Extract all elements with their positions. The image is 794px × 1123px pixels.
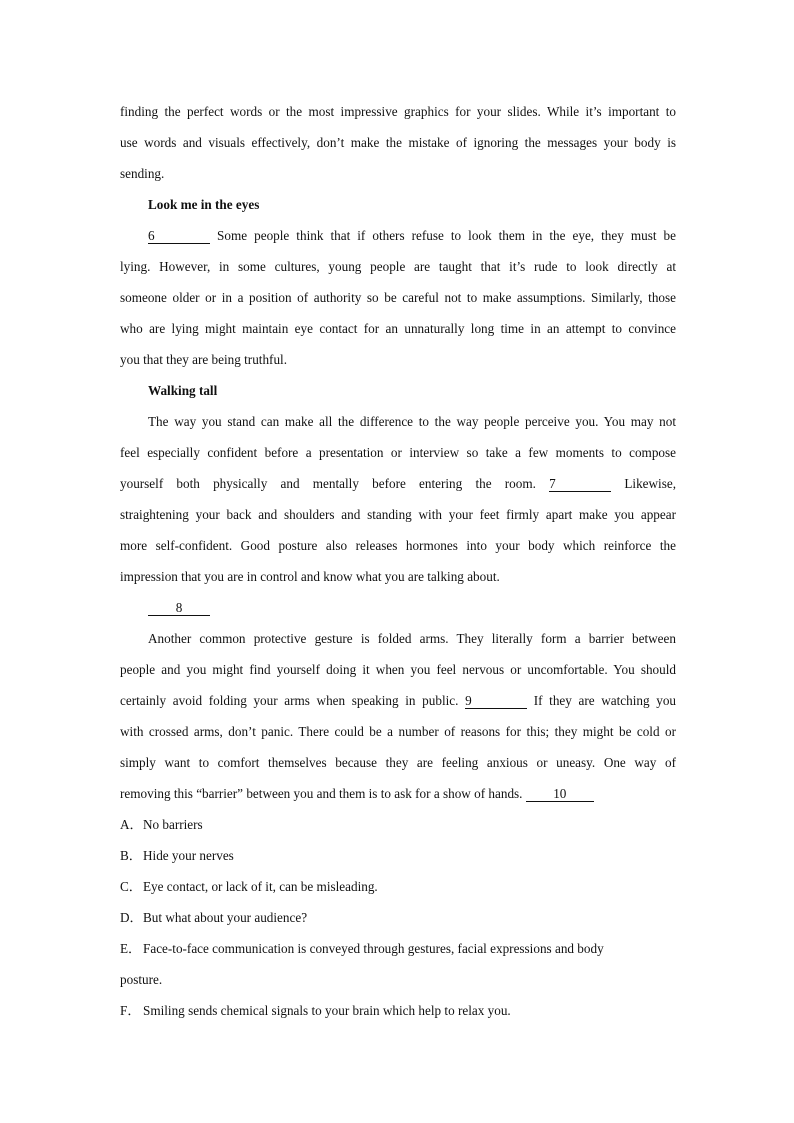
option-text: Eye contact, or lack of it, can be misleading. bbox=[143, 879, 378, 894]
text-line: people and you might find yourself doing it when you feel nervous or uncomfortable. You should bbox=[120, 662, 676, 677]
option-d bbox=[120, 907, 676, 938]
option-label: D． bbox=[120, 910, 143, 925]
option-e-continued bbox=[120, 969, 676, 1000]
text-line-blank-8 bbox=[120, 597, 676, 628]
text-line: Another common protective gesture is folded arms. They literally form a barrier between bbox=[148, 631, 676, 646]
text-line: simply want to comfort themselves because they are feeling anxious or uneasy. One way of bbox=[120, 755, 676, 770]
text-line: impression that you are in control and know what you are talking about. bbox=[120, 569, 500, 584]
text-segment: Likewise, bbox=[624, 476, 676, 491]
option-label: A． bbox=[120, 817, 143, 832]
text-line: straightening your back and shoulders and standing with your feet firmly apart make you appear bbox=[120, 507, 676, 522]
option-label: E． bbox=[120, 941, 142, 956]
option-text: Face-to-face communication is conveyed through gestures, facial expressions and body bbox=[143, 941, 604, 956]
option-f bbox=[120, 1000, 676, 1031]
answer-blank-9[interactable]: 9 bbox=[465, 693, 527, 709]
answer-blank-8[interactable]: 8 bbox=[148, 600, 210, 616]
text-line: who are lying might maintain eye contact for an unnaturally long time in an attempt to convince bbox=[120, 321, 676, 336]
text-line: lying. However, in some cultures, young people are taught that it’s rude to look directly at bbox=[120, 259, 676, 274]
text-line: with crossed arms, don’t panic. There could be a number of reasons for this; they might be cold or bbox=[120, 724, 676, 739]
option-text: Smiling sends chemical signals to your brain which help to relax you. bbox=[143, 1003, 511, 1018]
text-line: more self-confident. Good posture also releases hormones into your body which reinforce the bbox=[120, 538, 676, 553]
text-line: feel especially confident before a presentation or interview so take a few moments to compose bbox=[120, 445, 676, 460]
answer-blank-6[interactable]: 6 bbox=[148, 228, 210, 244]
section-heading-eyes: Look me in the eyes bbox=[148, 197, 260, 212]
text-line: you that they are being truthful. bbox=[120, 352, 287, 367]
option-text: But what about your audience? bbox=[143, 910, 308, 925]
text-segment: If they are watching you bbox=[533, 693, 677, 708]
option-text: posture. bbox=[120, 972, 163, 987]
section-heading-walking: Walking tall bbox=[148, 383, 218, 398]
answer-blank-7[interactable]: 7 bbox=[549, 476, 611, 492]
option-label: C． bbox=[120, 879, 142, 894]
text-line: use words and visuals effectively, don’t make the mistake of ignoring the messages your body is bbox=[120, 135, 676, 150]
option-text: Hide your nerves bbox=[143, 848, 234, 863]
option-e bbox=[120, 938, 676, 969]
answer-blank-10[interactable]: 10 bbox=[526, 786, 594, 802]
option-a bbox=[120, 814, 676, 845]
text-line-blank-9 bbox=[120, 690, 676, 721]
option-c bbox=[120, 876, 676, 907]
option-label: F． bbox=[120, 1003, 141, 1018]
text-line-blank-10 bbox=[120, 783, 676, 814]
text-line: sending. bbox=[120, 166, 165, 181]
text-line-blank-7 bbox=[120, 473, 676, 504]
option-text: No barriers bbox=[143, 817, 203, 832]
text-line: someone older or in a position of authority so be careful not to make assumptions. Similarly, those bbox=[120, 290, 676, 305]
text-segment: certainly avoid folding your arms when speaking in public. bbox=[120, 693, 459, 708]
text-segment: yourself both physically and mentally before entering the room. bbox=[120, 476, 536, 491]
text-line: finding the perfect words or the most impressive graphics for your slides. While it’s important to bbox=[120, 104, 676, 119]
document-page bbox=[120, 101, 676, 1031]
text-line-blank-6 bbox=[120, 225, 676, 256]
text-segment: removing this “barrier” between you and them is to ask for a show of hands. bbox=[120, 786, 523, 801]
option-b bbox=[120, 845, 676, 876]
text-line: The way you stand can make all the difference to the way people perceive you. You may not bbox=[148, 414, 676, 429]
option-label: B． bbox=[120, 848, 142, 863]
text-segment: Some people think that if others refuse to look them in the eye, they must be bbox=[217, 228, 676, 243]
